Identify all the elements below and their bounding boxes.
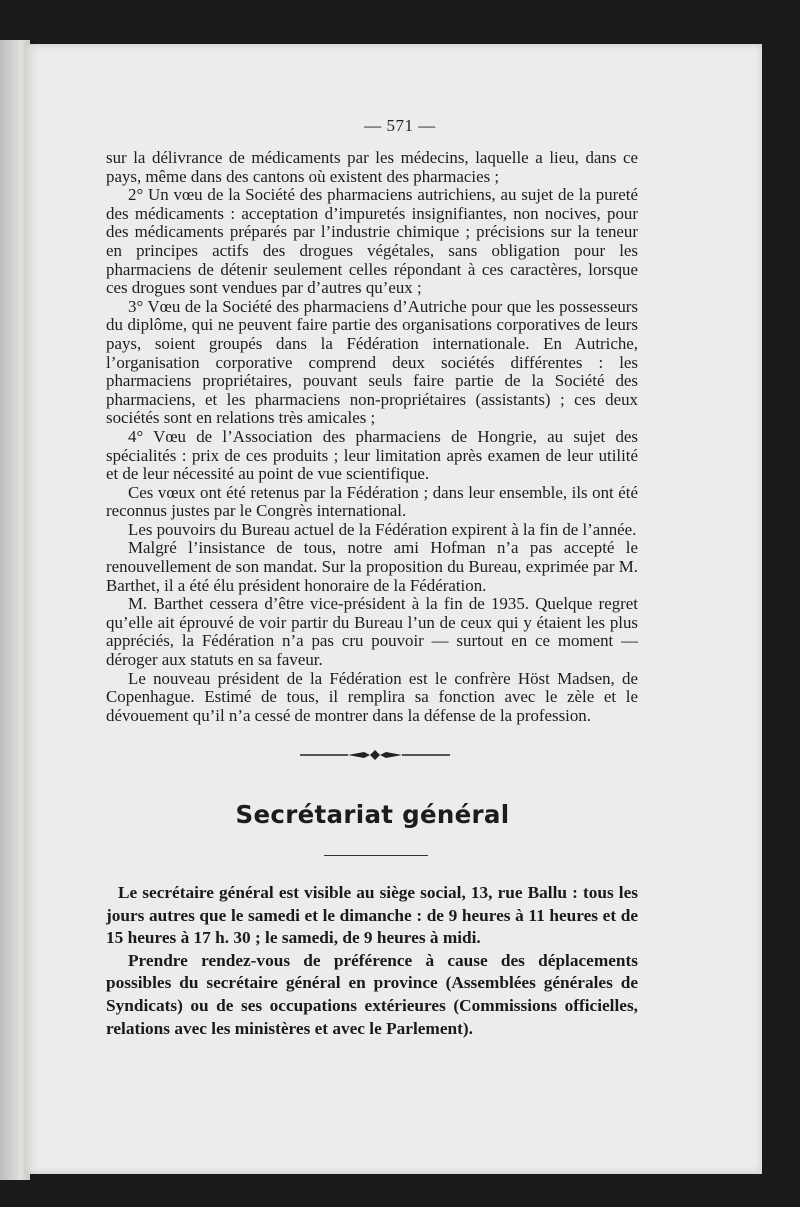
ornament-divider: [300, 748, 450, 762]
notice-text: [106, 882, 638, 1040]
paragraph: Ces vœux ont été retenus par la Fédération ; dans leur ensemble, ils ont été reconnus justes par le Congrès international.: [106, 482, 638, 521]
paragraph: Le nouveau président de la Fédération est le confrère Höst Madsen, de Copenhague. Estimé de tous, il remplira sa fonction avec le zèle et le dévouement qu’il n’a cessé de montrer dans la défense de la profession.: [106, 668, 638, 725]
paragraph: M. Barthet cessera d’être vice-président à la fin de 1935. Quelque regret qu’elle ait éprouvé de voir partir du Bureau l’un de ceux qui y étaient les plus appréciés, la Fédération n’a pas cru pouvoir — surtout en ce moment — déroger aux statuts en sa faveur.: [106, 594, 638, 670]
body-text: [106, 149, 638, 725]
page-number: — 571 —: [364, 116, 436, 135]
notice-paragraph: Le secrétaire général est visible au siège social, 13, rue Ballu : tous les jours autres que le samedi et le dimanche : de 9 heures à 11 heures et de 15 heures à 17 h. 30 ; le samedi, de 9 heures à midi.: [106, 883, 638, 948]
title-rule: [324, 855, 428, 856]
paragraph: Malgré l’insistance de tous, notre ami Hofman n’a pas accepté le renouvellement de son mandat. Sur la proposition du Bureau, exprimée par M. Barthet, il a été élu président honoraire de la Fédération.: [106, 538, 638, 595]
notice-paragraph: Prendre rendez-vous de préférence à cause des déplacements possibles du secrétaire général en province (Assemblées générales de Syndicats) ou de ses occupations extérieures (Commissions officielles, relations avec les ministères et avec le Parlement).: [106, 950, 638, 1038]
section-title: Secrétariat général: [235, 800, 510, 829]
paragraph: 4° Vœu de l’Association des pharmaciens de Hongrie, au sujet des spécialités : prix de ces produits ; leur limitation après examen de leur utilité et de leur nécessité au point de vue scientifique.: [106, 426, 638, 484]
paragraph: Les pouvoirs du Bureau actuel de la Fédération expirent à la fin de l’année.: [128, 519, 637, 539]
paragraph: 3° Vœu de la Société des pharmaciens d’Autriche pour que les possesseurs du diplôme, qui ne peuvent faire partie des organisations corporatives de leurs pays, soient groupés dans la Fédération internationale. En Autriche, l’organisation corporative comprend deux sociétés différentes : les pharmaciens propriétaires, pouvant seuls faire partie de la Société des pharmaciens, et les pharmaciens non-propriétaires (assistants) ; ces deux sociétés sont en relations très amicales ;: [106, 296, 638, 428]
paragraph: sur la délivrance de médicaments par les médecins, laquelle a lieu, dans ce pays, même dans des cantons où existent des pharmacies ;: [106, 148, 638, 186]
paragraph: 2° Un vœu de la Société des pharmaciens autrichiens, au sujet de la pureté des médicaments : acceptation d’impuretés insignifiantes, non nocives, pour des médicaments préparés par l’industrie chimique ; précisions sur la teneur en principes actifs des drogues végétales, sans obligation pour les pharmaciens de détenir seulement celles répondant à ces caractères, lorsque ces drogues sont vendues par d’autres qu’eux ;: [106, 185, 638, 298]
